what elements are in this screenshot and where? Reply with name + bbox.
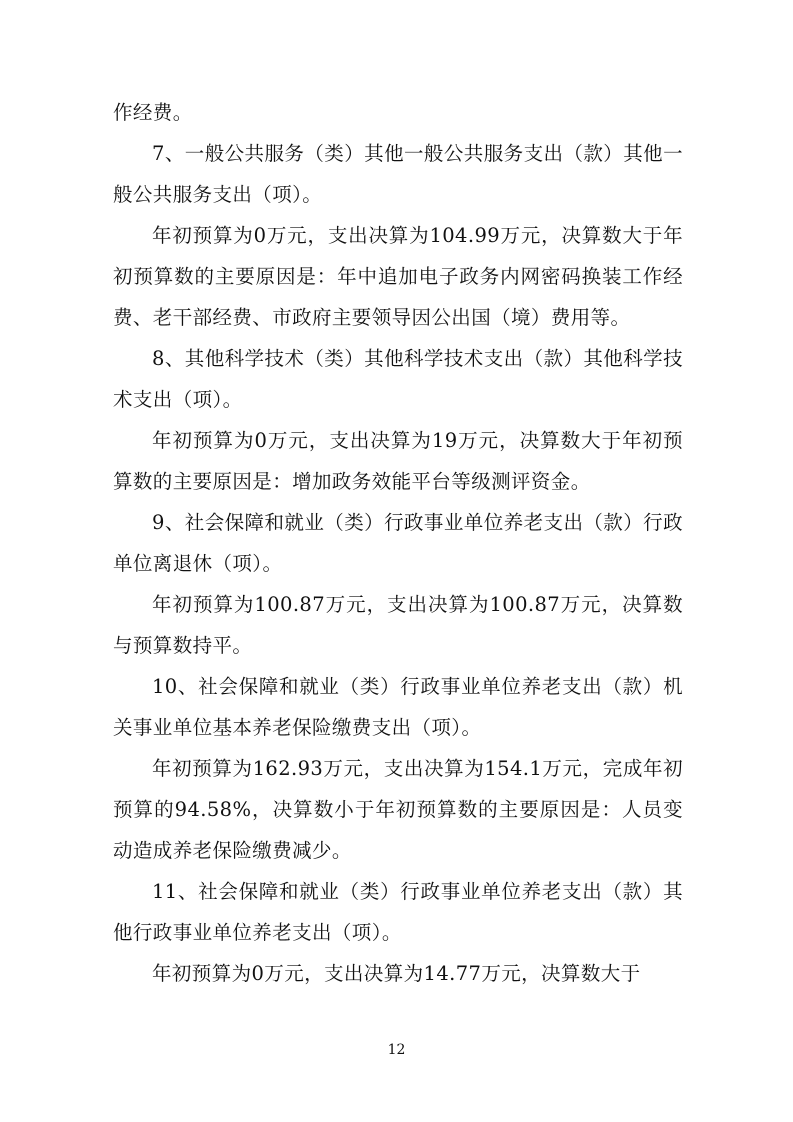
paragraph: 9、社会保障和就业（类）行政事业单位养老支出（款）行政单位离退休（项）。 [113,511,683,575]
paragraph: 年初预算为0万元，支出决算为104.99万元，决算数大于年初预算数的主要原因是：年中追加电子政务内网密码换装工作经费、老干部经费、市政府主要领导因公出国（境）费用等。 [113,224,683,329]
paragraph: 作经费。 [113,101,193,124]
paragraph: 11、社会保障和就业（类）行政事业单位养老支出（款）其他行政事业单位养老支出（项）。 [113,880,683,944]
paragraph: 7、一般公共服务（类）其他一般公共服务支出（款）其他一般公共服务支出（项）。 [113,142,683,206]
paragraph: 年初预算为100.87万元，支出决算为100.87万元，决算数与预算数持平。 [113,593,683,657]
page-number: 12 [387,1042,406,1058]
paragraph: 年初预算为0万元，支出决算为19万元，决算数大于年初预算数的主要原因是：增加政务效能平台等级测评资金。 [113,429,683,493]
page-body [113,92,683,994]
paragraph: 8、其他科学技术（类）其他科学技术支出（款）其他科学技术支出（项）。 [113,347,683,411]
paragraph: 年初预算为162.93万元，支出决算为154.1万元，完成年初预算的94.58%，决算数小于年初预算数的主要原因是：人员变动造成养老保险缴费减少。 [113,757,683,862]
paragraph: 年初预算为0万元，支出决算为14.77万元，决算数大于 [152,962,641,985]
paragraph: 10、社会保障和就业（类）行政事业单位养老支出（款）机关事业单位基本养老保险缴费支出（项）。 [113,675,683,739]
